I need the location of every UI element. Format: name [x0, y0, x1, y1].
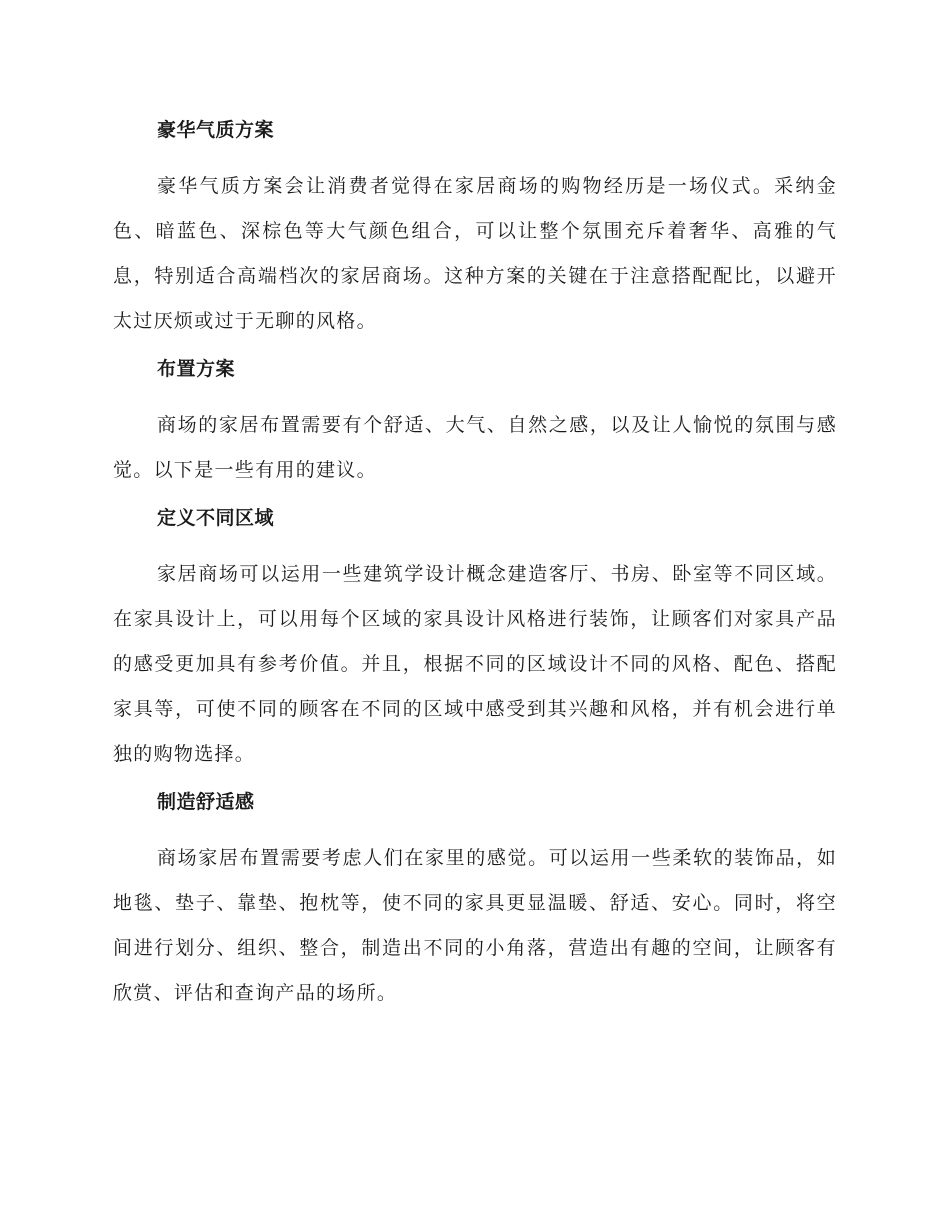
- document-body: [113, 111, 837, 1016]
- section-paragraph-zones: 家居商场可以运用一些建筑学设计概念建造客厅、书房、卧室等不同区域。 在家具设计上，可以用每个区域的家具设计风格进行装饰，让顾客们对家具产品的感受更加具有参考价值。并且，根据不同的区域设计不同的风格、配色、搭配家具等，可使不同的顾客在不同的区域中感受到其兴趣和风格，并有机会进行单独的购物选择。: [113, 563, 837, 765]
- section-paragraph-luxury: 豪华气质方案会让消费者觉得在家居商场的购物经历是一场仪式。采纳金色、暗蓝色、深棕色等大气颜色组合，可以让整个氛围充斥着奢华、高雅的气息，特别适合高端档次的家居商场。这种方案的关键在于注意搭配配比，以避开太过厌烦或过于无聊的风格。: [113, 175, 837, 332]
- section-heading-zones: 定义不同区域: [157, 507, 275, 529]
- section-paragraph-layout: 商场的家居布置需要有个舒适、大气、自然之感，以及让人愉悦的氛围与感觉。以下是一些有用的建议。: [113, 414, 837, 481]
- section-heading-layout: 布置方案: [157, 358, 236, 380]
- section-paragraph-comfort: 商场家居布置需要考虑人们在家里的感觉。可以运用一些柔软的装饰品，如地毯、垫子、靠垫、抱枕等，使不同的家具更显温暖、舒适、安心。同时，将空间进行划分、组织、整合，制造出不同的小角落，营造出有趣的空间，让顾客有欣赏、评估和查询产品的场所。: [113, 847, 837, 1004]
- section-heading-luxury: 豪华气质方案: [157, 119, 275, 141]
- section-heading-comfort: 制造舒适感: [157, 791, 255, 813]
